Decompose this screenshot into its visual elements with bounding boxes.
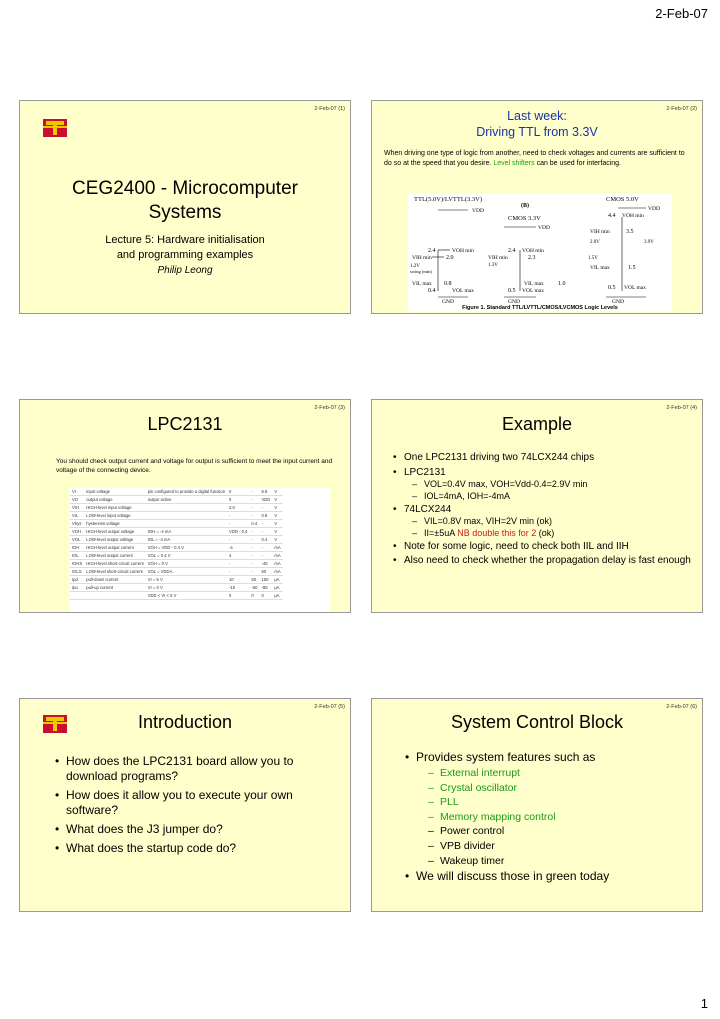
fig-v12: 1.2V: [410, 264, 420, 269]
table-row: [70, 536, 283, 544]
list-item: • Note for some logic, need to check both IIL and IIH: [392, 541, 692, 554]
fig-v35: 3.5: [626, 229, 634, 235]
slide-footer: 2-Feb-07 (1): [314, 106, 345, 112]
table-row: [70, 568, 283, 576]
list-item: • What does the J3 jumper do?: [54, 822, 344, 837]
fig-v08: 0.8: [444, 281, 452, 287]
table-cell: IOHS: [72, 561, 83, 566]
bullet-list: [54, 754, 344, 856]
table-cell: -15: [227, 584, 249, 592]
fig-vil-max: VIL max: [524, 281, 544, 287]
table-cell: IOL = -4 mA: [146, 536, 227, 544]
fig-col2-label: (B): [521, 203, 529, 209]
table-cell: 50: [249, 576, 259, 584]
list-item: • We will discuss those in green today: [404, 869, 694, 884]
table-cell: -: [227, 512, 249, 520]
subtitle-line: Lecture 5: Hardware initialisation: [105, 234, 265, 246]
table-cell: VDD < VI < 5 V: [146, 592, 227, 600]
table-cell: -: [259, 552, 272, 560]
table-cell: VOL: [70, 536, 84, 544]
table-cell: VIH: [70, 504, 84, 512]
table-cell: VI = 0 V: [146, 584, 227, 592]
fig-swing: swing (min): [410, 269, 432, 274]
table-cell: -: [249, 488, 259, 496]
table-cell: 0.8: [259, 512, 272, 520]
fig-vih-min: VIH min: [488, 255, 508, 261]
fig-vih-min: VIH min: [590, 229, 610, 235]
table-cell: VOL = VDDA: [146, 568, 227, 576]
slide-title: LPC2131: [147, 414, 223, 434]
bullet-list: [404, 750, 694, 884]
table-cell: hysteresis voltage: [84, 520, 145, 528]
table-cell: 0.4: [259, 536, 272, 544]
table-cell: V: [272, 496, 282, 504]
sub-item: – PLL: [428, 796, 694, 809]
table-row: [70, 560, 283, 568]
table-cell: [146, 512, 227, 520]
table-cell: -: [249, 560, 259, 568]
table-cell: -45: [259, 560, 272, 568]
slide-title: System Control Block: [450, 712, 624, 732]
slide-body: [54, 754, 344, 860]
slide-body: [404, 750, 694, 886]
slide-title: Introduction: [137, 712, 233, 732]
table-cell: -50: [251, 585, 258, 590]
table-cell: -: [227, 520, 249, 528]
table-cell: [146, 504, 227, 512]
table-cell: LOW-level input voltage: [84, 512, 145, 520]
page-date: 2-Feb-07: [655, 6, 708, 21]
table-cell: Ipd: [70, 576, 84, 584]
fig-v15: 1.5V: [588, 256, 598, 261]
table-cell: VDD - 0.4: [229, 529, 248, 534]
slide-footer: 2-Feb-07 (6): [666, 704, 697, 710]
sub-item: – Wakeup timer: [428, 855, 694, 868]
table-row: [70, 592, 283, 600]
fig-vdd: VDD: [472, 208, 484, 214]
table-cell: -: [259, 504, 272, 512]
table-cell: pull-down current: [84, 576, 145, 584]
fig-gnd: GND: [508, 299, 520, 305]
fig-vol-max: VOL max: [624, 285, 646, 291]
sub-item: – VIL=0.8V max, VIH=2V min (ok): [412, 516, 692, 527]
table-row: [70, 528, 283, 536]
table-cell: 0: [249, 592, 259, 600]
fig-v15b: 1.5: [628, 265, 636, 271]
fig-vol-max: VOL max: [452, 288, 474, 294]
sub-item: – Memory mapping control: [428, 811, 694, 824]
cuhk-logo: [42, 117, 68, 139]
logic-levels-figure: [408, 193, 672, 305]
table-cell: V: [272, 520, 282, 528]
sub-list: [428, 767, 694, 867]
slide-4: [371, 399, 703, 613]
table-cell: VI: [70, 488, 84, 496]
subtitle: [20, 233, 350, 278]
table-cell: 0: [259, 592, 272, 600]
slide-6: [371, 698, 703, 912]
list-item: • Also need to check whether the propagation delay is fast enough: [392, 555, 692, 568]
table-cell: mA: [274, 569, 281, 574]
fig-v05: 0.5: [608, 285, 616, 291]
table-cell: -: [249, 496, 259, 504]
level-shifters-highlight: Level shifters: [493, 159, 535, 167]
title-line: Last week:: [507, 109, 567, 123]
table-cell: Vhys: [70, 520, 84, 528]
table-cell: VOH = 0 V: [146, 560, 227, 568]
fig-v13: 1.3V: [488, 263, 498, 268]
slide-title: [20, 177, 350, 225]
slide-footer: 2-Feb-07 (2): [666, 106, 697, 112]
sub-list: [412, 516, 692, 539]
table-cell: VI = 5 V: [146, 576, 227, 584]
table-cell: -: [249, 504, 259, 512]
table-cell: Ipu: [70, 584, 84, 592]
list-item: • 74LCX244 – VIL=0.8V max, VIH=2V min (ok) – II=±5uA NB double this for 2 (ok): [392, 504, 692, 539]
table-cell: input voltage: [84, 488, 145, 496]
fig-vih-min: VIH min: [412, 255, 432, 261]
table-row: [70, 544, 283, 552]
table-cell: pin configured to provide a digital function: [147, 489, 226, 494]
table-cell: HIGH-level output voltage: [84, 528, 145, 536]
spec-table-wrap: [70, 488, 330, 612]
table-cell: -4: [227, 544, 249, 552]
slide-footer: 2-Feb-07 (3): [314, 405, 345, 411]
fig-v23: 2.3: [528, 255, 536, 261]
table-cell: 2.0: [227, 504, 249, 512]
slide-2: [371, 100, 703, 314]
table-cell: [146, 520, 227, 528]
table-cell: µA: [272, 592, 282, 600]
fig-voh-min: VOH min: [622, 213, 644, 219]
list-item: • What does the startup code do?: [54, 841, 344, 856]
fig-v05: 0.5: [508, 288, 516, 294]
table-cell: output active: [146, 496, 227, 504]
table-row: [70, 488, 283, 496]
sub-item: – VOL=0.4V max, VOH=Vdd-0.4=2.9V min: [412, 479, 692, 490]
table-cell: 4: [227, 552, 249, 560]
fig-col3-header: CMOS 5.0V: [606, 196, 639, 203]
fig-v20v: 2.0V: [590, 240, 600, 245]
title-line: Driving TTL from 3.3V: [476, 125, 598, 139]
slide-5: [19, 698, 351, 912]
sub-item: – II=±5uA NB double this for 2 (ok): [412, 528, 692, 539]
bullet-list: [392, 452, 692, 568]
fig-v44: 4.4: [608, 213, 616, 219]
table-cell: 10: [227, 576, 249, 584]
table-cell: 5.5: [259, 488, 272, 496]
table-cell: 0: [227, 496, 249, 504]
table-cell: pull-up current: [84, 584, 145, 592]
table-cell: IOL: [70, 552, 84, 560]
table-cell: µA: [272, 584, 282, 592]
table-cell: V: [272, 528, 282, 536]
fig-vil-max: VIL max: [590, 265, 610, 271]
sub-item: – VPB divider: [428, 840, 694, 853]
table-cell: -: [249, 568, 259, 576]
table-cell: IOLS: [70, 568, 84, 576]
table-cell: output voltage: [84, 496, 145, 504]
sub-item: – Power control: [428, 825, 694, 838]
table-row: [70, 584, 283, 592]
fig-vol-max: VOL max: [522, 288, 544, 294]
table-cell: V: [272, 536, 282, 544]
table-cell: VDD: [261, 497, 271, 502]
slide-title: Example: [501, 414, 573, 434]
table-cell: µA: [272, 576, 282, 584]
table-cell: V: [272, 512, 282, 520]
table-cell: 50: [259, 568, 272, 576]
slide-body: [392, 452, 692, 570]
table-row: [70, 552, 283, 560]
table-cell: -: [249, 552, 259, 560]
slide-3: [19, 399, 351, 613]
table-cell: VOH: [70, 528, 84, 536]
table-cell: [84, 592, 145, 600]
table-row: [70, 520, 283, 528]
fig-v20: 2.0: [446, 255, 454, 261]
red-note: NB double this for 2: [457, 527, 537, 538]
fig-v10: 1.0: [558, 281, 566, 287]
fig-col2-header: CMOS 3.3V: [508, 215, 541, 222]
figure-caption: Figure 1. Standard TTL/LVTTL/CMOS/LVCMOS Logic Levels: [408, 305, 672, 312]
table-cell: LOW-level output voltage: [84, 536, 145, 544]
slide-title: [372, 108, 702, 140]
table-cell: -85: [259, 584, 272, 592]
list-item: • Provides system features such as – External interrupt – Crystal oscillator – PLL – Memory mapping control – Power control – VPB divider – Wakeup timer: [404, 750, 694, 867]
table-cell: -: [249, 528, 259, 536]
table-cell: 0.4: [249, 520, 259, 528]
fig-v24: 2.4: [428, 248, 436, 254]
table-row: [70, 504, 283, 512]
fig-voh-min: VOH min: [452, 248, 474, 254]
subtitle-line: and programming examples: [116, 249, 254, 261]
table-row: [70, 512, 283, 520]
table-cell: mA: [274, 553, 281, 558]
table-cell: -: [249, 512, 259, 520]
table-cell: -: [249, 536, 259, 544]
table-cell: HIGH-level short-circuit current: [86, 561, 144, 566]
table-cell: VOH = VDD - 0.4 V: [146, 544, 227, 552]
page-number: 1: [700, 996, 708, 1011]
table-cell: HIGH-level output current: [84, 544, 145, 552]
list-item: • LPC2131 – VOL=0.4V max, VOH=Vdd-0.4=2.9V min – IOL=4mA, IOH=-4mA: [392, 467, 692, 502]
table-cell: -: [249, 544, 259, 552]
fig-gnd: GND: [442, 299, 454, 305]
fig-v24: 2.4: [508, 248, 516, 254]
table-cell: [70, 592, 84, 600]
table-cell: mA: [274, 545, 281, 550]
fig-v04: 0.4: [428, 288, 436, 294]
slide-1: [19, 100, 351, 314]
sub-item: – Crystal oscillator: [428, 782, 694, 795]
slide-footer: 2-Feb-07 (5): [314, 704, 345, 710]
title-line: Systems: [148, 202, 222, 223]
table-cell: VOL = 0.4 V: [146, 552, 227, 560]
fig-v39: 3.9V: [644, 240, 654, 245]
table-cell: HIGH-level input voltage: [84, 504, 145, 512]
table-cell: VO: [70, 496, 84, 504]
table-cell: VIL: [70, 512, 84, 520]
fig-voh-min: VOH min: [522, 248, 544, 254]
slide-footer: 2-Feb-07 (4): [666, 405, 697, 411]
list-item: • One LPC2131 driving two 74LCX244 chips: [392, 452, 692, 465]
table-cell: -: [227, 560, 249, 568]
table-row: [70, 576, 283, 584]
table-cell: V: [272, 504, 282, 512]
list-item: • How does the LPC2131 board allow you to download programs?: [54, 754, 344, 784]
table-cell: LOW-level short-circuit current: [84, 568, 145, 576]
sub-list: [412, 479, 692, 502]
table-cell: 0: [227, 488, 249, 496]
list-item: • How does it allow you to execute your own software?: [54, 788, 344, 818]
table-row: [70, 496, 283, 504]
fig-vdd: VDD: [648, 206, 660, 212]
sub-item: – IOL=4mA, IOH=-4mA: [412, 491, 692, 502]
fig-vil-max: VIL max: [412, 281, 432, 287]
sub-item: – External interrupt: [428, 767, 694, 780]
table-cell: -: [259, 520, 272, 528]
table-cell: LOW-level output current: [84, 552, 145, 560]
table-cell: mA: [274, 561, 281, 566]
author: Philip Leong: [157, 265, 213, 276]
title-line: CEG2400 - Microcomputer: [72, 178, 298, 199]
intro-text: You should check output current and voltage for output is sufficient to meet the input current and voltage of the connecting device.: [56, 458, 333, 474]
table-cell: 150: [259, 576, 272, 584]
table-cell: IOH = -4 mA: [146, 528, 227, 536]
table-cell: -: [227, 568, 249, 576]
fig-vdd: VDD: [538, 225, 550, 231]
table-cell: 0: [227, 592, 249, 600]
table-cell: -: [259, 528, 272, 536]
table-cell: -: [259, 544, 272, 552]
table-cell: V: [272, 488, 282, 496]
fig-col1-header: TTL(5.0V)/LVTTL(3.3V): [414, 196, 482, 203]
table-cell: -: [227, 536, 249, 544]
table-cell: IOH: [70, 544, 84, 552]
intro-text: When driving one type of logic from another, need to check voltages and currents are sufficient to do so at the speed that you desire. Level shifters can be used for interfacing.: [384, 150, 685, 167]
fig-gnd: GND: [612, 299, 624, 305]
spec-table: [70, 488, 283, 600]
